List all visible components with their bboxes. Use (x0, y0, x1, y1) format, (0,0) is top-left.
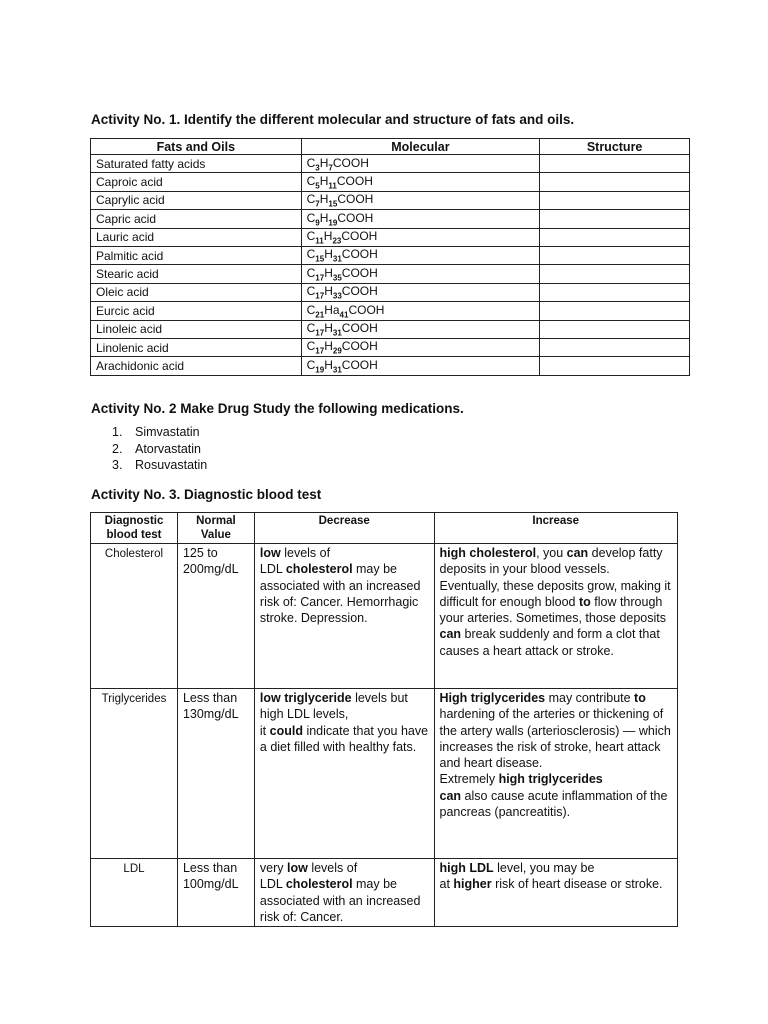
table-row (91, 210, 690, 228)
molecular-formula-cell: $C_9H_{19}COOH$ (301, 210, 540, 228)
fat-name-cell: Arachidonic acid (91, 357, 302, 375)
activity3-heading: Activity No. 3. Diagnostic blood test (91, 487, 322, 502)
fat-name-cell: Oleic acid (91, 283, 302, 301)
fat-name-cell: Caprylic acid (91, 191, 302, 209)
fat-name-cell: Caproic acid (91, 173, 302, 191)
list-item: 2. Atorvastatin (112, 441, 202, 456)
structure-cell (540, 155, 690, 173)
activity1-heading: Activity No. 1. Identify the different molecular and structure of fats and oils. (91, 112, 575, 127)
header-normal-value: Normal Value (177, 513, 254, 544)
table-row (91, 689, 678, 859)
header-increase: Increase (434, 513, 677, 544)
table-row (91, 302, 690, 320)
table-header-row (91, 513, 678, 544)
test-name-cell: LDL (91, 859, 178, 927)
structure-cell (540, 210, 690, 228)
molecular-formula-cell: $C_7H_{15}COOH$ (301, 191, 540, 209)
medication-list (112, 424, 207, 474)
structure-cell (540, 302, 690, 320)
structure-cell (540, 283, 690, 301)
increase-cell: High triglycerides may contribute to hardening of the arteries or thickening of the artery walls (arteriosclerosis) — which increases the risk of stroke, heart attack and heart disease. Extremely high triglycerides can also cause acute inflammation of the pancreas (pancreatitis). (434, 689, 677, 859)
molecular-formula-cell: $C_{17}H_{31}COOH$ (301, 320, 540, 338)
header-structure: Structure (540, 139, 690, 155)
header-decrease: Decrease (254, 513, 434, 544)
decrease-cell: low triglyceride levels but high LDL levels, it could indicate that you have a diet filled with healthy fats. (254, 689, 434, 859)
table-row (91, 191, 690, 209)
molecular-formula-cell: $C_{19}H_{31}COOH$ (301, 357, 540, 375)
fat-name-cell: Capric acid (91, 210, 302, 228)
normal-value-cell: Less than 130mg/dL (177, 689, 254, 859)
structure-cell (540, 357, 690, 375)
table-row (91, 320, 690, 338)
molecular-formula-cell: $C_{15}H_{31}COOH$ (301, 246, 540, 264)
structure-cell (540, 246, 690, 264)
structure-cell (540, 228, 690, 246)
decrease-cell: very low levels of LDL cholesterol may be associated with an increased risk of: Cancer. (254, 859, 434, 927)
table-row (91, 338, 690, 356)
test-name-cell: Triglycerides (91, 689, 178, 859)
table-row (91, 357, 690, 375)
fat-name-cell: Linoleic acid (91, 320, 302, 338)
fat-name-cell: Palmitic acid (91, 246, 302, 264)
normal-value-cell: 125 to 200mg/dL (177, 544, 254, 689)
table-row (91, 859, 678, 927)
structure-cell (540, 191, 690, 209)
list-item: 1. Simvastatin (112, 425, 200, 439)
structure-cell (540, 173, 690, 191)
list-item: 3. Rosuvastatin (112, 458, 208, 472)
table-row (91, 283, 690, 301)
fat-name-cell: Saturated fatty acids (91, 155, 302, 173)
table-row (91, 155, 690, 173)
table-row (91, 544, 678, 689)
fat-name-cell: Lauric acid (91, 228, 302, 246)
structure-cell (540, 265, 690, 283)
structure-cell (540, 320, 690, 338)
header-fats-and-oils: Fats and Oils (91, 139, 302, 155)
header-molecular: Molecular (301, 139, 540, 155)
molecular-formula-cell: $C_{17}H_{33}COOH$ (301, 283, 540, 301)
fats-oils-table (90, 138, 690, 376)
table-row (91, 265, 690, 283)
increase-cell: high cholesterol, you can develop fatty deposits in your blood vessels. Eventually, these deposits grow, making it difficult for enough blood to flow through your arteries. Sometimes, those deposits can break suddenly and form a clot that causes a heart attack or stroke. (434, 544, 677, 689)
increase-cell: high LDL level, you may be at higher risk of heart disease or stroke. (434, 859, 677, 927)
molecular-formula-cell: $C_{17}H_{29}COOH$ (301, 338, 540, 356)
table-row (91, 246, 690, 264)
fat-name-cell: Eurcic acid (91, 302, 302, 320)
table-row (91, 173, 690, 191)
molecular-formula-cell: $C_3H_7COOH$ (301, 155, 540, 173)
molecular-formula-cell: $C_5H_{11}COOH$ (301, 173, 540, 191)
structure-cell (540, 338, 690, 356)
fat-name-cell: Stearic acid (91, 265, 302, 283)
molecular-formula-cell: $C_{17}H_{35}COOH$ (301, 265, 540, 283)
table-row (91, 228, 690, 246)
blood-test-table (90, 512, 678, 927)
normal-value-cell: Less than 100mg/dL (177, 859, 254, 927)
activity2-heading: Activity No. 2 Make Drug Study the following medications. (91, 401, 464, 416)
test-name-cell: Cholesterol (91, 544, 178, 689)
table-header-row (91, 139, 690, 155)
fat-name-cell: Linolenic acid (91, 338, 302, 356)
decrease-cell: low levels of LDL cholesterol may be associated with an increased risk of: Cancer. Hemorrhagic stroke. Depression. (254, 544, 434, 689)
molecular-formula-cell: $C_{21}Ha_{41}COOH$ (301, 302, 540, 320)
header-diagnostic-blood-test: Diagnostic blood test (91, 513, 178, 544)
molecular-formula-cell: $C_{11}H_{23}COOH$ (301, 228, 540, 246)
